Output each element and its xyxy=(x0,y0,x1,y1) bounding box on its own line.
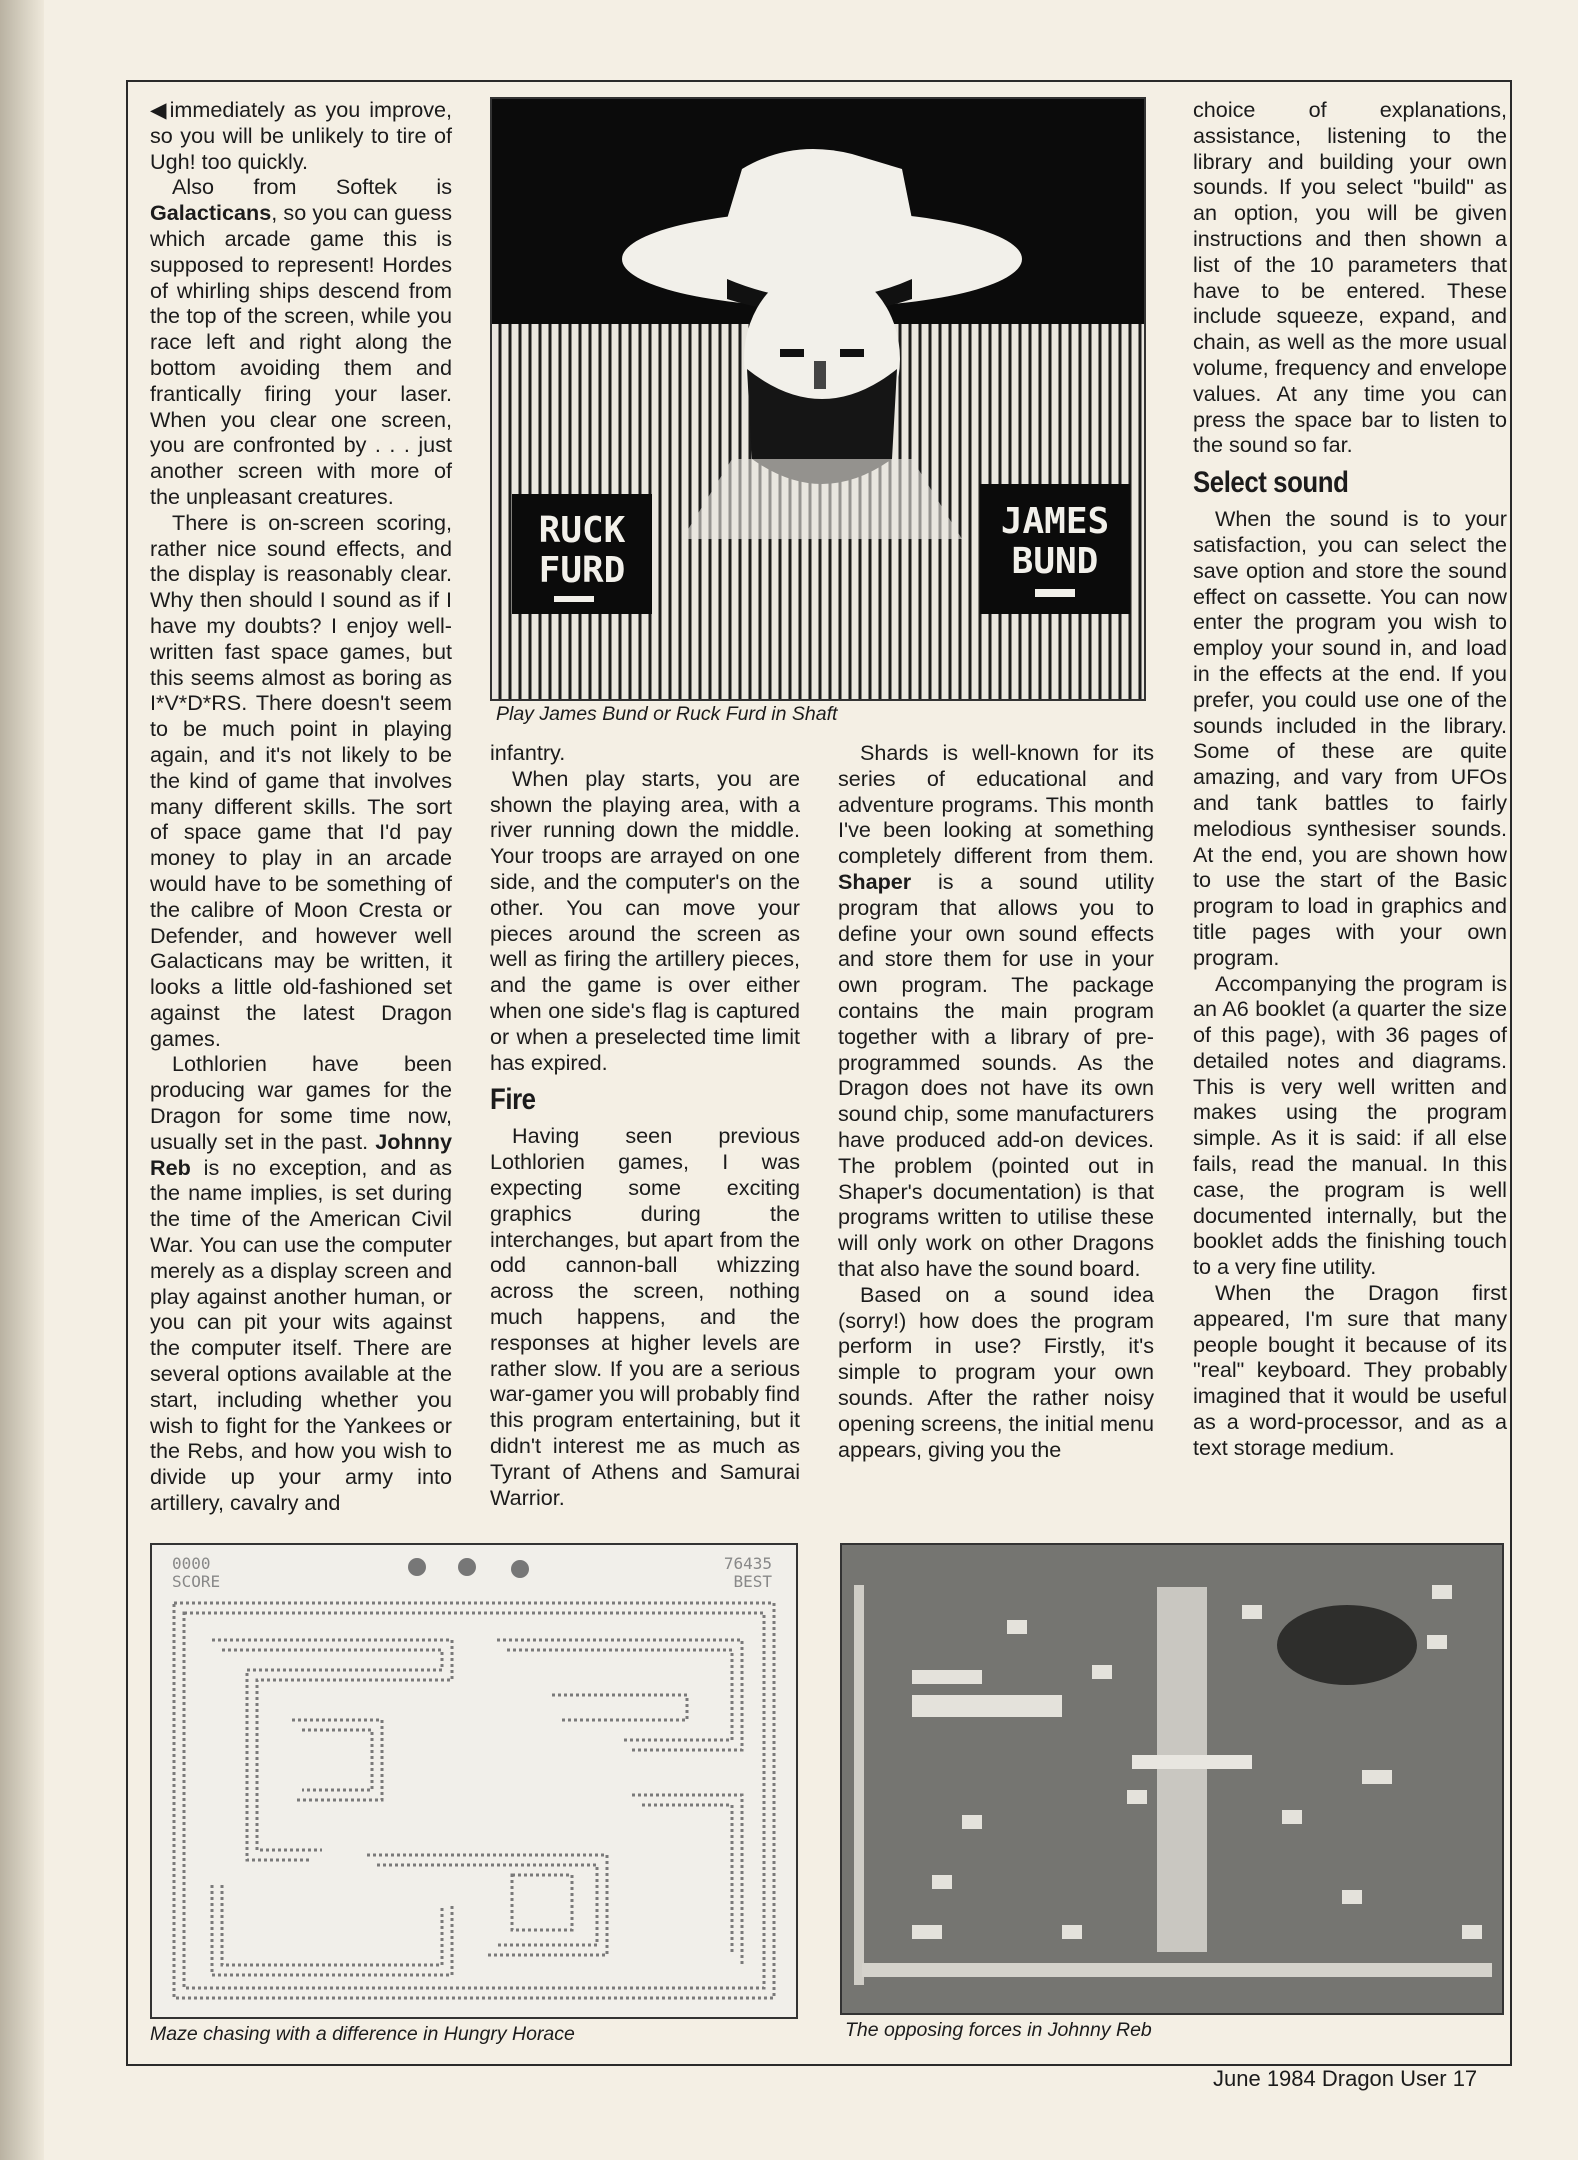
col4-paragraph-4: When the Dragon first appeared, I'm sure that many people bought it because of its "real" keyboard. They probably imagined that it would be useful as a word-processor, and as a text storage medium. xyxy=(1193,1280,1507,1460)
page-footer: June 1984 Dragon User 17 xyxy=(1213,2066,1478,2091)
horace-hud-score-value: 0000 xyxy=(172,1554,211,1573)
horace-maze-image xyxy=(152,1545,796,2017)
col1-paragraph-2: Also from Softek is Galacticans, so you can guess which arcade game this is supposed to represent! Hordes of whirling ships descend from the top of the screen, while you race left and right along the bottom avoiding them and frantically firing your laser. When you clear one screen, you are confronted by . . . just another screen with more of the unpleasant creatures. xyxy=(150,174,452,509)
ruck-label: RUCK xyxy=(538,510,626,551)
james-label: JAMES xyxy=(1000,501,1110,542)
continued-arrow-icon: ◀ xyxy=(150,97,170,122)
furd-label: FURD xyxy=(538,550,626,591)
title-johnny-reb: Johnny Reb xyxy=(150,1128,452,1180)
col2-paragraph-3: Having seen previous Lothlorien games, I was expecting some exciting graphics during the interchanges, but apart from the odd cannon-ball whizzing across the screen, nothing much happens, and the responses at higher levels are rather slow. If you are a serious war-gamer you will probably find this program entertaining, but it didn't interest me as much as Tyrant of Athens and Samurai Warrior. xyxy=(490,1123,800,1510)
ruck-furd-panel xyxy=(512,494,652,614)
reb-forest xyxy=(1277,1605,1417,1685)
title-shaper: Shaper xyxy=(838,868,912,894)
col4-paragraph-1: choice of explanations, assistance, listening to the library and building your own sounds. If you select "build" as an option, you will be given instructions and then shown a list of the 10 parameters that have to be entered. These include squeeze, expand, and chain, as well as the more usual volume, frequency and envelope values. At any time you can press the space bar to listen to the sound so far. xyxy=(1193,97,1507,458)
column-1 xyxy=(150,97,452,1516)
james-bund-panel xyxy=(980,484,1130,614)
col4-paragraph-3: Accompanying the program is an A6 booklet (a quarter the size of this page), with 36 pages of detailed notes and diagrams. This is very well written and makes using the program simple. As it is said: if all else fails, read the manual. In this case, the program is well documented internally, but the booklet adds the finishing touch to a very fine utility. xyxy=(1193,970,1507,1280)
horace-hud-best-label: BEST xyxy=(733,1572,772,1591)
col4-paragraph-2: When the sound is to your satisfaction, you can select the save option and store the sound effect on cassette. You can now enter the program you wish to employ your sound in, and load in the effects at the end. If you prefer, you could use one of the sounds included in the library. Some of these are quite amazing, and vary from UFOs and tank battles to fairly melodious synthesiser sounds. At the end, you are shown how to use the start of the Basic program to load in graphics and title pages with your own program. xyxy=(1193,506,1507,970)
shaft-caption: Play James Bund or Ruck Furd in Shaft xyxy=(496,703,838,725)
col2-paragraph-1: infantry. xyxy=(490,740,566,765)
shaft-screenshot xyxy=(490,97,1146,701)
reb-left-border xyxy=(854,1585,864,1985)
heading-fire: Fire xyxy=(490,1083,536,1117)
heading-select-sound: Select sound xyxy=(1193,466,1349,500)
column-3 xyxy=(838,740,1154,1462)
horace-caption: Maze chasing with a difference in Hungry Horace xyxy=(150,2023,575,2045)
column-2 xyxy=(490,740,800,1510)
col1-paragraph-1: ◀immediately as you improve, so you will be unlikely to tire of Ugh! too quickly. xyxy=(150,97,453,174)
shaft-image xyxy=(492,99,1144,699)
johnny-reb-screenshot xyxy=(840,1543,1504,2015)
hungry-horace-screenshot xyxy=(150,1543,798,2019)
page-spine xyxy=(0,0,44,2160)
horace-hud-best-value: 76435 xyxy=(723,1554,772,1573)
title-galacticans: Galacticans xyxy=(150,200,272,226)
col3-paragraph-1: Shards is well-known for its series of educational and adventure programs. This month I've been looking at something completely different from them. Shaper is a sound utility program that allows you to define your own sound effects and store them for use in your own program. The package contains the main program together with a library of pre-programmed sounds. As the Dragon does not have its own sound chip, some manufacturers have produced add-on devices. The problem (pointed out in Shaper's documentation) is that programs written to utilise these will only work on other Dragons that also have the sound board. xyxy=(838,740,1154,1281)
reb-bottom-border xyxy=(862,1963,1492,1977)
johnny-reb-image xyxy=(842,1545,1502,2013)
reb-caption: The opposing forces in Johnny Reb xyxy=(845,2019,1152,2041)
col1-paragraph-4: Lothlorien have been producing war games for the Dragon for some time now, usually set in the past. Johnny Reb is no exception, and as the name implies, is set during the time of the American Civil War. You can use the computer merely as a display screen and play against another human, or you can pit your wits against the computer itself. There are several options available at the start, including whether you wish to fight for the Yankees or the Rebs, and how you wish to divide up your army into artillery, cavalry and xyxy=(150,1051,452,1516)
bund-label: BUND xyxy=(1011,541,1099,582)
column-4 xyxy=(1193,97,1507,1461)
col3-paragraph-2: Based on a sound idea (sorry!) how does the program perform in use? Firstly, it's simple to program your own sounds. After the rather noisy opening screens, the initial menu appears, giving you the xyxy=(838,1281,1154,1462)
horace-hud-score-label: SCORE xyxy=(172,1572,221,1591)
col2-paragraph-2: When play starts, you are shown the playing area, with a river running down the middle. Your troops are arrayed on one side, and the computer's on the other. You can move your pieces around the screen as well as firing the artillery pieces, and the game is over either when one side's flag is captured or when a preselected time limit has expired. xyxy=(490,765,800,1075)
col1-paragraph-3: There is on-screen scoring, rather nice sound effects, and the display is reasonably clear. Why then should I sound as if I have my doubts? I enjoy well-written fast space games, but this seems almost as boring as I*V*D*RS. There doesn't seem to be much point in playing again, and it's not likely to be the kind of game that involves many different skills. The sort of space game that I'd pay money to play in an arcade would have to be something of the calibre of Moon Cresta or Defender, and however well Galacticans may be written, it looks a little old-fashioned set against the latest Dragon games. xyxy=(150,509,452,1051)
